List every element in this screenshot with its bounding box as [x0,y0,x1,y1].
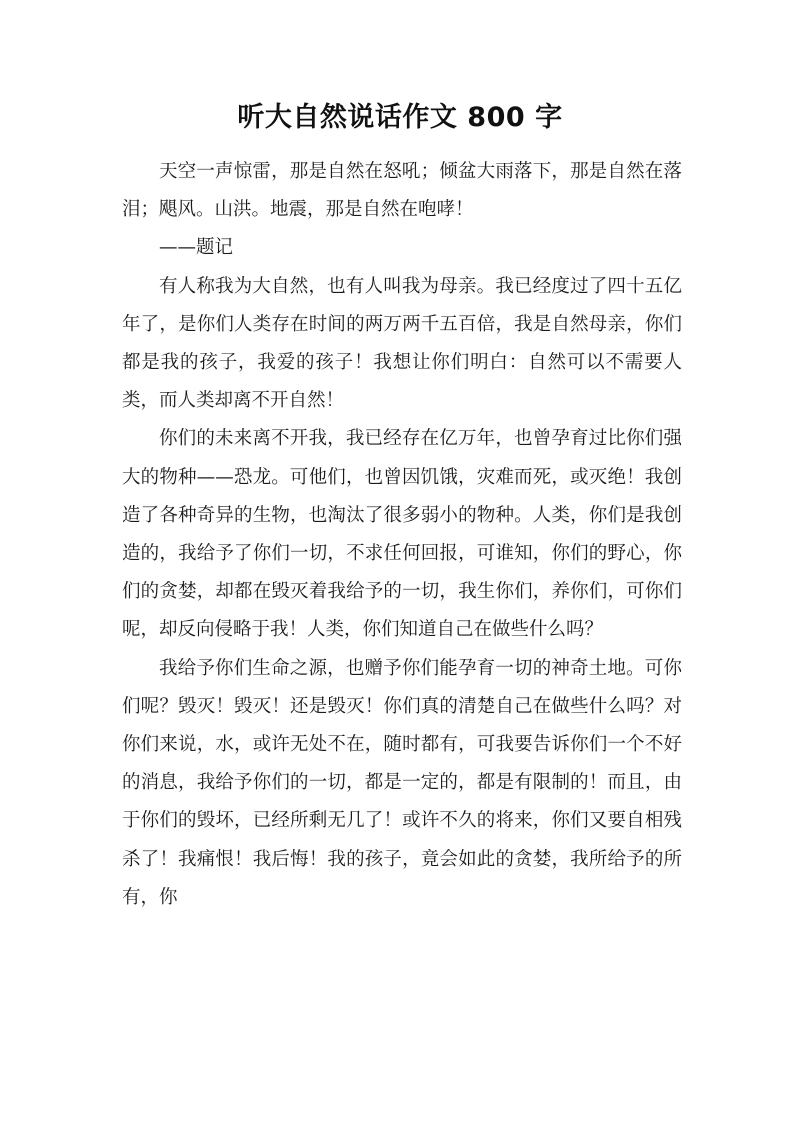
paragraph-1: 有人称我为大自然，也有人叫我为母亲。我已经度过了四十五亿年了，是你们人类存在时间的两万两千五百倍，我是自然母亲，你们都是我的孩子，我爱的孩子！我想让你们明白：自然可以不需要人类，而人类却离不开自然！ [122,275,682,412]
paragraph-3: 我给予你们生命之源，也赠予你们能孕育一切的神奇土地。可你们呢？毁灭！毁灭！还是毁灭！你们真的清楚自己在做些什么吗？对你们来说，水，或许无处不在，随时都有，可我要告诉你们一个不好的消息，我给予你们的一切，都是一定的，都是有限制的！而且，由于你们的毁坏，已经所剩无几了！或许不久的将来，你们又要自相残杀了！我痛恨！我后悔！我的孩子，竟会如此的贪婪，我所给予的所有，你 [122,657,682,908]
paragraph-epigraph: 天空一声惊雷，那是自然在怒吼；倾盆大雨落下，那是自然在落泪；飓风。山洪。地震，那是自然在咆哮！ [122,161,682,221]
paragraph-epigraph-source: ——题记 [159,237,234,259]
paragraph-2: 你们的未来离不开我，我已经存在亿万年，也曾孕育过比你们强大的物种——恐龙。可他们，也曾因饥饿，灾难而死，或灭绝！我创造了各种奇异的生物，也淘汰了很多弱小的物种。人类，你们是我创造的，我给予了你们一切，不求任何回报，可谁知，你们的野心，你们的贪婪，却都在毁灭着我给予的一切，我生你们，养你们，可你们呢，却反向侵略于我！人类，你们知道自己在做些什么吗？ [122,428,682,641]
document-title: 听大自然说话作文 800 字 [237,102,563,133]
document-body [122,153,682,917]
